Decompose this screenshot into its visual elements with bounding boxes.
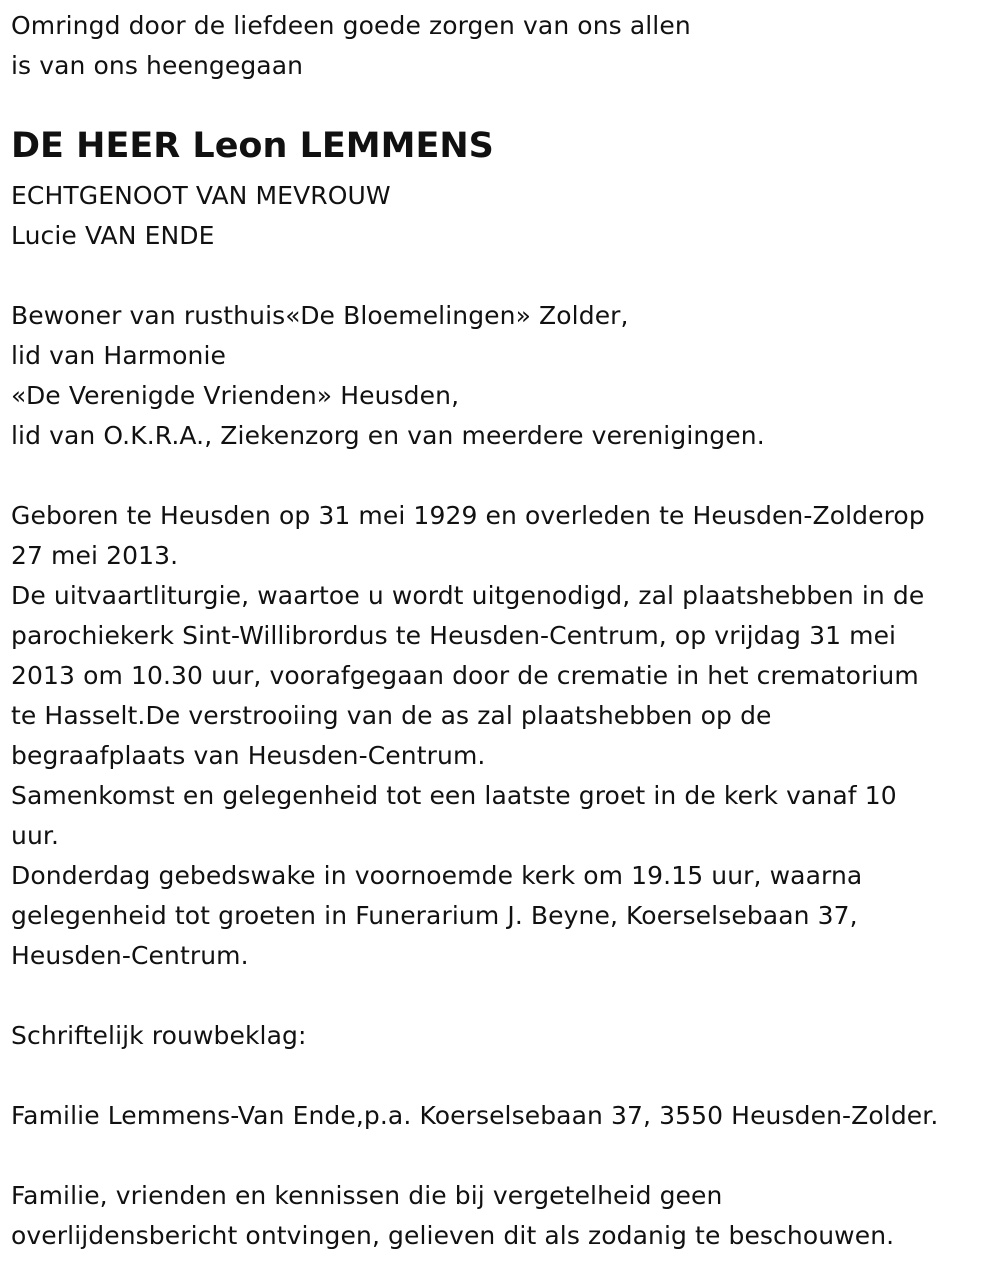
intro-line: is van ons heengegaan (11, 51, 304, 80)
spacer (11, 1136, 991, 1176)
detail-line: Donderdag gebedswake in voornoemde kerk om 19.15 uur, waarna (11, 861, 863, 890)
condolence-address: Familie Lemmens-Van Ende,p.a. Koerselsebaan 37, 3550 Heusden-Zolder. (11, 1101, 939, 1130)
affiliation-line: «De Verenigde Vrienden» Heusden, (11, 381, 460, 410)
detail-line: uur. (11, 821, 60, 850)
spouse-line: ECHTGENOOT VAN MEVROUW (11, 181, 391, 210)
details-block (11, 496, 991, 976)
spacer (11, 456, 991, 496)
detail-line: Geboren te Heusden op 31 mei 1929 en overleden te Heusden-Zolderop (11, 501, 925, 530)
detail-line: gelegenheid tot groeten in Funerarium J. Beyne, Koerselsebaan 37, (11, 901, 858, 930)
condolence-heading: Schriftelijk rouwbeklag: (11, 1021, 307, 1050)
closing-line: Familie, vrienden en kennissen die bij vergetelheid geen (11, 1181, 723, 1210)
detail-line: parochiekerk Sint-Willibrordus te Heusden-Centrum, op vrijdag 31 mei (11, 621, 897, 650)
detail-line: Samenkomst en gelegenheid tot een laatste groet in de kerk vanaf 10 (11, 781, 897, 810)
affiliations-block (11, 296, 991, 456)
closing-block (11, 1176, 991, 1256)
intro-block (11, 6, 991, 86)
spacer (11, 1056, 991, 1096)
affiliation-line: lid van Harmonie (11, 341, 226, 370)
deceased-name: DE HEER Leon LEMMENS (11, 126, 494, 166)
closing-line: overlijdensbericht ontvingen, gelieven dit als zodanig te beschouwen. (11, 1221, 895, 1250)
detail-line: begraafplaats van Heusden-Centrum. (11, 741, 486, 770)
affiliation-line: lid van O.K.R.A., Ziekenzorg en van meerdere verenigingen. (11, 421, 765, 450)
intro-line: Omringd door de liefdeen goede zorgen van ons allen (11, 11, 691, 40)
detail-line: Heusden-Centrum. (11, 941, 249, 970)
death-notice (11, 6, 991, 1256)
spacer (11, 256, 991, 296)
spouse-name: Lucie VAN ENDE (11, 221, 215, 250)
detail-line: 2013 om 10.30 uur, voorafgegaan door de crematie in het crematorium (11, 661, 919, 690)
affiliation-line: Bewoner van rusthuis«De Bloemelingen» Zolder, (11, 301, 629, 330)
detail-line: De uitvaartliturgie, waartoe u wordt uitgenodigd, zal plaatshebben in de (11, 581, 925, 610)
detail-line: te Hasselt.De verstrooiing van de as zal plaatshebben op de (11, 701, 772, 730)
detail-line: 27 mei 2013. (11, 541, 179, 570)
spacer (11, 976, 991, 1016)
